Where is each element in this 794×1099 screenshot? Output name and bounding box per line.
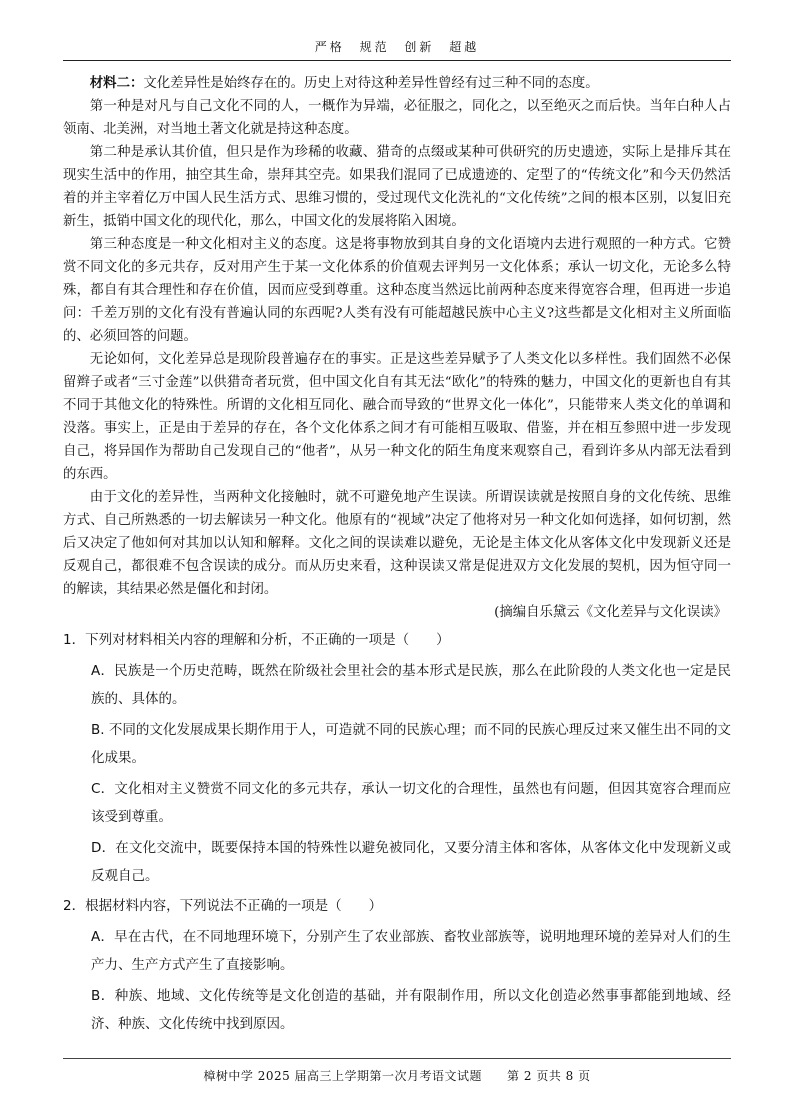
material-intro-paragraph [63,72,731,95]
material-paragraph: 第一种是对凡与自己文化不同的人，一概作为异端，必征服之，同化之，以至绝灭之而后快。当年白种人占领南、北美洲，对当地土著文化就是持这种态度。 [63,99,731,137]
question-2-stem: 2．根据材料内容，下列说法不正确的一项是（ ） [63,898,383,914]
source-citation: (摘编自乐黛云《文化差异与文化误读》 [494,605,727,620]
header-rule [63,60,731,61]
page-header: 严格 规范 创新 超越 [314,40,480,54]
material-intro-text: 文化差异性是始终存在的。历史上对待这种差异性曾经有过三种不同的态度。 [143,76,599,91]
material-paragraph: 无论如何，文化差异总是现阶段普遍存在的事实。正是这些差异赋予了人类文化以多样性。我们固然不必保留辫子或者“三寸金莲”以供猎奇者玩赏，但中国文化自有其无法“欧化”的特殊的魅力，中国文化的更新也自有其不同于其他文化的特殊性。所谓的文化相互同化、融合而导致的“世界文化一体化”，只能带来人类文化的单调和没落。事实上，正是由于差异的存在，各个文化体系之间才有可能相互吸取、借鉴，并在相互参照中进一步发现自己，将异国作为帮助自己发现自己的“他者”，从另一种文化的陌生角度来观察自己，看到许多从内部无法看到的东西。 [63,352,731,482]
material-paragraph: 由于文化的差异性，当两种文化接触时，就不可避免地产生误读。所谓误读就是按照自身的文化传统、思维方式、自己所熟悉的一切去解读另一种文化。他原有的“视域”决定了他将对另一种文化如何选择，如何切割，然后又决定了他如何对其加以认知和解释。文化之间的误读难以避免，无论是主体文化从客体文化中发现新义还是反观自己，都很难不包含误读的成分。而从历史来看，这种误读又常是促进双方文化发展的契机，因为恒守同一的解读，其结果必然是僵化和封闭。 [63,490,731,597]
question-2-option-a: A．早在古代，在不同地理环境下，分别产生了农业部族、畜牧业部族等，说明地理环境的差异对人们的生产力、生产方式产生了直接影响。 [91,929,731,973]
material-label: 材料二： [89,75,144,91]
question-1-option-d: D．在文化交流中，既要保持本国的特殊性以避免被同化，又要分清主体和客体，从客体文化中发现新义或反观自己。 [91,840,731,884]
question-2-option-b: B．种族、地域、文化传统等是文化创造的基础，并有限制作用，所以文化创造必然事事都能到地域、经济、种族、文化传统中找到原因。 [91,988,731,1032]
question-1-option-c: C．文化相对主义赞赏不同文化的多元共存，承认一切文化的合理性，虽然也有问题，但因其宽容合理而应该受到尊重。 [91,781,731,825]
footer-rule [63,1058,731,1059]
material-paragraph: 第二种是承认其价值，但只是作为珍稀的收藏、猎奇的点缀或某种可供研究的历史遗迹，实际上是排斥其在现实生活中的作用，抽空其生命，崇拜其空壳。如果我们混同了已成遗迹的、定型了的“传统文化”和今天仍然活着的并主宰着亿万中国人民生活方式、思维习惯的，受过现代文化洗礼的“文化传统”之间的根本区别，以复旧充新生，抵销中国文化的现代化，那么，中国文化的发展将陷入困境。 [63,145,731,229]
material-paragraph: 第三种态度是一种文化相对主义的态度。这是将事物放到其自身的文化语境内去进行观照的一种方式。它赞赏不同文化的多元共存，反对用产生于某一文化体系的价值观去评判另一文化体系；承认一切文化，无论多么特殊，都自有其合理性和存在价值，因而应受到尊重。这种态度当然远比前两种态度来得宽容合理，但再进一步追问：千差万别的文化有没有普遍认同的东西呢?人类有没有可能超越民族中心主义?这些都是文化相对主义所面临的、必须回答的问题。 [63,237,731,344]
question-1-option-b: B. 不同的文化发展成果长期作用于人，可造就不同的民族心理；而不同的民族心理反过来又催生出不同的文化成果。 [91,722,731,766]
page-body [63,72,731,1038]
page-footer: 樟树中学 2025 届高三上学期第一次月考语文试题 第 2 页共 8 页 [203,1069,591,1083]
question-1-stem: 1．下列对材料相关内容的理解和分析，不正确的一项是（ ） [63,632,450,648]
question-1-option-a: A．民族是一个历史范畴，既然在阶级社会里社会的基本形式是民族，那么在此阶段的人类文化也一定是民族的、具体的。 [91,663,731,707]
